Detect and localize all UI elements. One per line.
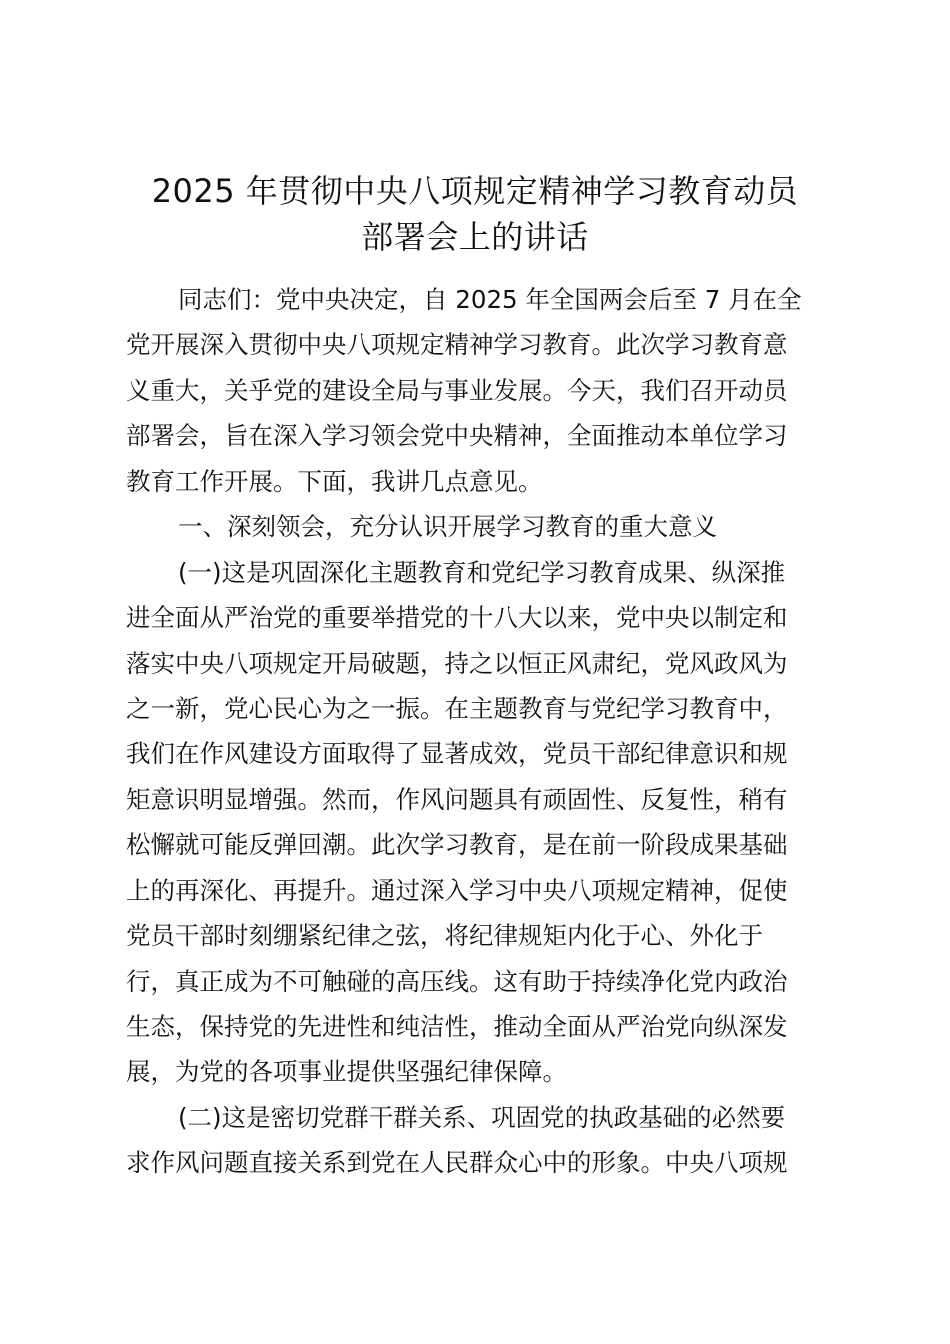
title-line-2: 部署会上的讲话: [361, 218, 589, 256]
body-line: 党开展深入贯彻中央八项规定精神学习教育。此次学习教育意: [126, 330, 788, 360]
body-line: 之一新，党心民心为之一振。在主题教育与党纪学习教育中，: [126, 693, 788, 723]
body-line: 我们在作风建设方面取得了显著成效，党员干部纪律意识和规: [126, 739, 788, 769]
body-line: 一、深刻领会，充分认识开展学习教育的重大意义: [178, 512, 717, 542]
document-title: [120, 168, 830, 260]
body-line: 生态，保持党的先进性和纯洁性，推动全面从严治党向纵深发: [126, 1012, 788, 1041]
body-line: 进全面从严治党的重要举措党的十八大以来，党中央以制定和: [126, 603, 788, 633]
body-line: 矩意识明显增强。然而，作风问题具有顽固性、反复性，稍有: [126, 784, 788, 814]
body-line: (二)这是密切党群干群关系、巩固党的执政基础的必然要: [178, 1102, 786, 1132]
body-line: 松懈就可能反弹回潮。此次学习教育，是在前一阶段成果基础: [126, 830, 788, 860]
body-line: 义重大，关乎党的建设全局与事业发展。今天，我们召开动员: [126, 375, 788, 405]
body-line: 求作风问题直接关系到党在人民群众心中的形象。中央八项规: [126, 1148, 788, 1178]
body-line: (一)这是巩固深化主题教育和党纪学习教育成果、纵深推: [178, 557, 786, 587]
body-line: 行，真正成为不可触碰的高压线。这有助于持续净化党内政治: [126, 966, 788, 996]
title-line-1: 2025 年贯彻中央八项规定精神学习教育动员: [151, 172, 799, 210]
body-line: 上的再深化、再提升。通过深入学习中央八项规定精神，促使: [126, 875, 788, 905]
body-line: 落实中央八项规定开局破题，持之以恒正风肃纪，党风政风为: [126, 648, 788, 678]
body-line: 同志们：党中央决定，自 2025 年全国两会后至 7 月在全: [178, 285, 802, 314]
body-line: 展，为党的各项事业提供坚强纪律保障。: [126, 1057, 567, 1087]
body-line: 部署会，旨在深入学习领会党中央精神，全面推动本单位学习: [126, 421, 788, 451]
body-line: 教育工作开展。下面，我讲几点意见。: [126, 466, 543, 496]
document-body: [126, 277, 826, 1186]
body-line: 党员干部时刻绷紧纪律之弦，将纪律规矩内化于心、外化于: [126, 921, 763, 951]
